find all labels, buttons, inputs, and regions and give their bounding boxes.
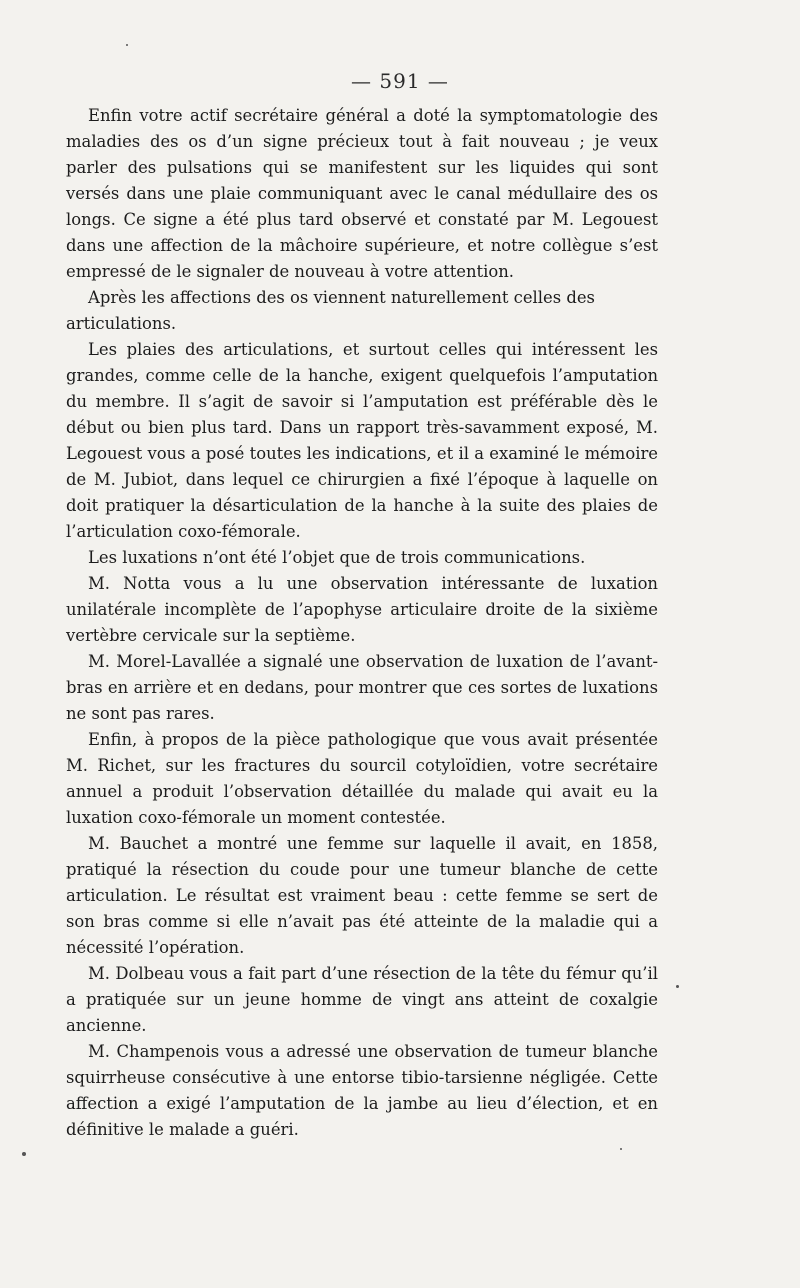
paragraph-9: M. Dolbeau vous a fait part d’une résection de la tête du fémur qu’il a pratiquée sur un jeune homme de vingt ans atteint de coxalgie ancienne. [66,964,658,1035]
paragraph-7: Enfin, à propos de la pièce pathologique que vous avait présentée M. Richet, sur les fractures du sourcil cotyloïdien, votre secrétaire annuel a produit l’observation détaillée du malade qui avait eu la luxation coxo-fémorale un moment contestée. [66,730,658,827]
page-number: — 591 — [351,69,449,93]
paragraph-6: M. Morel-Lavallée a signalé une observation de luxation de l’avant-bras en arrière et en dedans, pour montrer que ces sortes de luxations ne sont pas rares. [66,652,658,723]
paragraph-10: M. Champenois vous a adressé une observation de tumeur blanche squirrheuse consécutive à une entorse tibio-tarsienne négligée. Cette affection a exigé l’amputation de la jambe au lieu d’élection, et en définitive le malade a guéri. [66,1042,658,1139]
paragraph-8: M. Bauchet a montré une femme sur laquelle il avait, en 1858, pratiqué la résection du coude pour une tumeur blanche de cette articulation. Le résultat est vraiment beau : cette femme se sert de son bras comme si elle n’avait pas été atteinte de la maladie qui a nécessité l’opération. [66,834,658,957]
paragraph-1: Enfin votre actif secrétaire général a doté la symptomatologie des maladies des os d’un signe précieux tout à fait nouveau ; je veux parler des pulsations qui se manifestent sur les liquides qui sont versés dans une plaie communiquant avec le canal médullaire des os longs. Ce signe a été plus tard observé et constaté par M. Legouest dans une affection de la mâchoire supérieure, et notre collègue s’est empressé de le signaler de nouveau à votre attention. [66,106,658,281]
scan-speck [22,1152,26,1156]
paragraph-2: Après les affections des os viennent naturellement celles des articulations. [66,288,595,333]
paragraph-3: Les plaies des articulations, et surtout celles qui intéressent les grandes, comme celle de la hanche, exigent quelquefois l’amputation du membre. Il s’agit de savoir si l’amputation est préférable dès le début ou bien plus tard. Dans un rapport très-savamment exposé, M. Legouest vous a posé toutes les indications, et il a examiné le mémoire de M. Jubiot, dans lequel ce chirurgien a fixé l’époque à laquelle on doit pratiquer la désarticulation de la hanche à la suite des plaies de l’articulation coxo-fémorale. [66,340,658,541]
scan-speck [126,44,128,46]
paragraph-5: M. Notta vous a lu une observation intéressante de luxation unilatérale incomplète de l’apophyse articulaire droite de la sixième vertèbre cervicale sur la septième. [66,574,658,645]
scan-speck [620,1148,622,1150]
paragraph-4: Les luxations n’ont été l’objet que de trois communications. [88,548,586,567]
body-text [66,103,658,1143]
scan-speck [676,985,679,988]
